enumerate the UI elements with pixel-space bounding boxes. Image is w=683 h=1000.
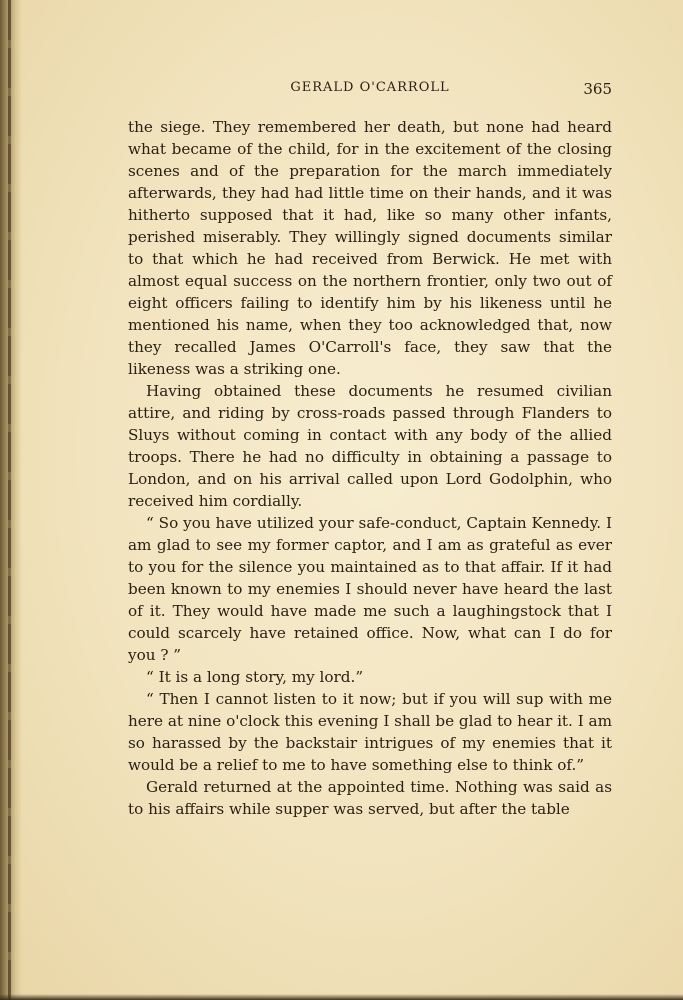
page-number: 365 — [583, 80, 612, 98]
paragraph-2: Having obtained these documents he resumed civilian attire, and riding by cross-roads passed through Flanders to Sluys without coming in contact with any body of the allied troops. There he had no difficulty in obtaining a passage to London, and on his arrival called upon Lord Godolphin, who received him cordially. — [128, 382, 612, 510]
paragraph-1: the siege. They remembered her death, but none had heard what became of the child, for in the excitement of the closing scenes and of the preparation for the march immediately afterwards, they had had little time on their hands, and it was hitherto supposed that it had, like so many other infants, perished miserably. They willingly signed documents similar to that which he had received from Berwick. He met with almost equal success on the northern frontier, only two out of eight officers failing to identify him by his likeness until he mentioned his name, when they too acknowledged that, now they recalled James O'Carroll's face, they saw that the likeness was a striking one. — [128, 118, 612, 378]
binding-edge — [8, 0, 11, 1000]
running-title: GERALD O'CARROLL — [290, 80, 450, 95]
paragraph-5: “ Then I cannot listen to it now; but if you will sup with me here at nine o'clock this evening I shall be glad to hear it. I am so harassed by the backstair intrigues of my enemies that it would be a relief to me to have something else to think of.” — [128, 690, 612, 774]
page-header — [128, 80, 612, 102]
page-bottom-edge — [0, 994, 683, 1000]
book-spine-shadow — [0, 0, 22, 1000]
paragraph-4: “ It is a long story, my lord.” — [146, 668, 364, 686]
paragraph-3: “ So you have utilized your safe-conduct, Captain Kennedy. I am glad to see my former captor, and I am as grateful as ever to you for the silence you maintained as to that affair. If it had been known to my enemies I should never have heard the last of it. They would have made me such a laughingstock that I could scarcely have retained office. Now, what can I do for you ? ” — [128, 514, 612, 664]
paragraph-6: Gerald returned at the appointed time. Nothing was said as to his affairs while supper was served, but after the table — [128, 778, 612, 818]
body-text — [128, 116, 612, 820]
